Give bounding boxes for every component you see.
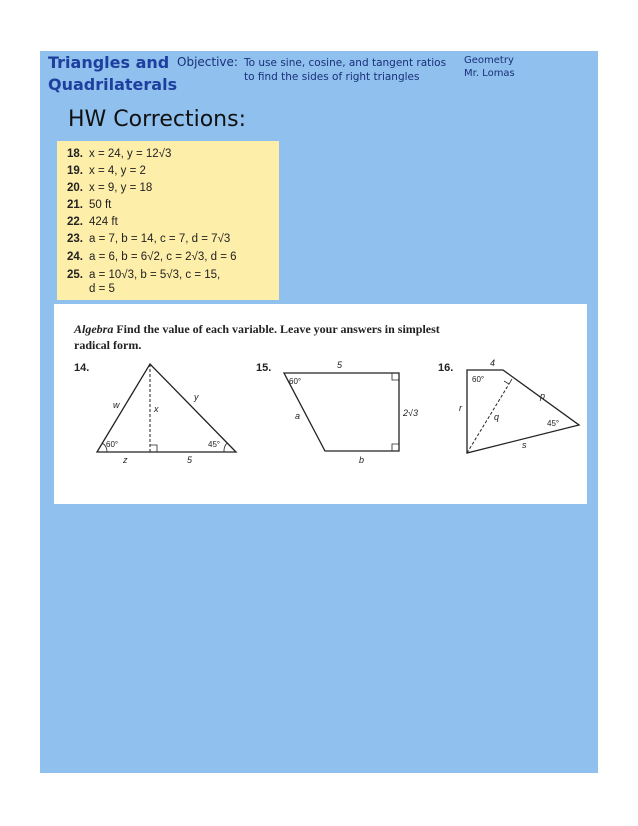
angle-60: 60° xyxy=(472,375,485,384)
label-z: z xyxy=(123,455,128,465)
right-angle-mark xyxy=(504,379,512,384)
angle-45: 45° xyxy=(208,440,221,449)
diagonal-q xyxy=(467,384,509,453)
label-r: r xyxy=(459,403,462,413)
answer-item xyxy=(67,231,279,248)
answer-item xyxy=(67,249,279,266)
label-5: 5 xyxy=(187,455,193,465)
instructions-text: Find the value of each variable. Leave your answers in simplest radical form. xyxy=(74,322,440,352)
objective-line-2: to find the sides of right triangles xyxy=(244,71,420,83)
answer-text: 50 ft xyxy=(89,199,112,212)
answer-number: 24. xyxy=(67,250,83,263)
answer-text-continued: d = 5 xyxy=(89,282,115,295)
topic-line-1: Triangles and xyxy=(48,53,170,72)
angle-45: 45° xyxy=(547,419,560,428)
objective-line-1: To use sine, cosine, and tangent ratios xyxy=(244,57,447,69)
figure-15-number: 15. xyxy=(256,362,272,374)
label-y: y xyxy=(194,392,199,402)
answer-text: a = 10√3, b = 5√3, c = 15, xyxy=(89,268,221,281)
teacher-name: Mr. Lomas xyxy=(464,68,515,79)
answer-item xyxy=(67,197,279,214)
hw-corrections-title: HW Corrections: xyxy=(68,107,246,132)
right-angle-mark xyxy=(150,445,157,452)
label-4: 4 xyxy=(490,358,496,368)
course-info xyxy=(464,54,515,80)
answer-number: 22. xyxy=(67,216,83,229)
answer-item xyxy=(67,180,279,197)
figure-16 xyxy=(438,358,579,453)
answer-number: 18. xyxy=(67,148,83,160)
figure-16-number: 16. xyxy=(438,362,454,374)
topic-line-2: Quadrilaterals xyxy=(48,75,178,94)
answer-item xyxy=(67,266,279,296)
label-p: p xyxy=(540,391,546,401)
angle-arc xyxy=(224,443,227,452)
right-angle-mark xyxy=(392,444,399,451)
label-5: 5 xyxy=(337,360,343,370)
answer-number: 19. xyxy=(67,165,83,178)
objective-label: Objective: xyxy=(177,55,238,69)
label-a: a xyxy=(295,411,301,421)
answer-text: x = 9, y = 18 xyxy=(89,182,153,195)
answer-text: a = 7, b = 14, c = 7, d = 7√3 xyxy=(89,233,231,246)
answer-item xyxy=(67,163,279,180)
label-x: x xyxy=(154,404,159,414)
answer-key-box xyxy=(57,141,279,300)
answer-item xyxy=(67,214,279,231)
figures xyxy=(54,304,587,504)
answer-number: 20. xyxy=(67,182,83,195)
label-q: q xyxy=(494,412,500,422)
label-side: 2√3 xyxy=(403,408,418,418)
objective-text xyxy=(244,56,454,84)
answer-number: 23. xyxy=(67,233,83,246)
course-name: Geometry xyxy=(464,55,514,66)
figure-14-number: 14. xyxy=(74,362,90,374)
right-angle-mark xyxy=(392,373,399,380)
figure-15 xyxy=(256,360,418,465)
answer-number: 21. xyxy=(67,199,83,212)
answer-text: 424 ft xyxy=(89,216,118,229)
answer-list xyxy=(57,141,279,296)
problems-panel xyxy=(54,304,587,504)
trapezoid-15 xyxy=(284,373,399,451)
answer-item xyxy=(67,146,279,163)
figure-14 xyxy=(74,362,236,465)
topic-title xyxy=(48,52,177,96)
label-w: w xyxy=(113,400,120,410)
angle-60: 60° xyxy=(289,377,302,386)
instructions-italic: Algebra xyxy=(74,322,114,336)
label-b: b xyxy=(359,455,365,465)
angle-60: 60° xyxy=(106,440,119,449)
label-s: s xyxy=(522,440,527,450)
answer-text: x = 24, y = 12√3 xyxy=(89,148,172,160)
answer-number: 25. xyxy=(67,268,83,281)
answer-text: a = 6, b = 6√2, c = 2√3, d = 6 xyxy=(89,250,237,263)
answer-text: x = 4, y = 2 xyxy=(89,165,146,178)
